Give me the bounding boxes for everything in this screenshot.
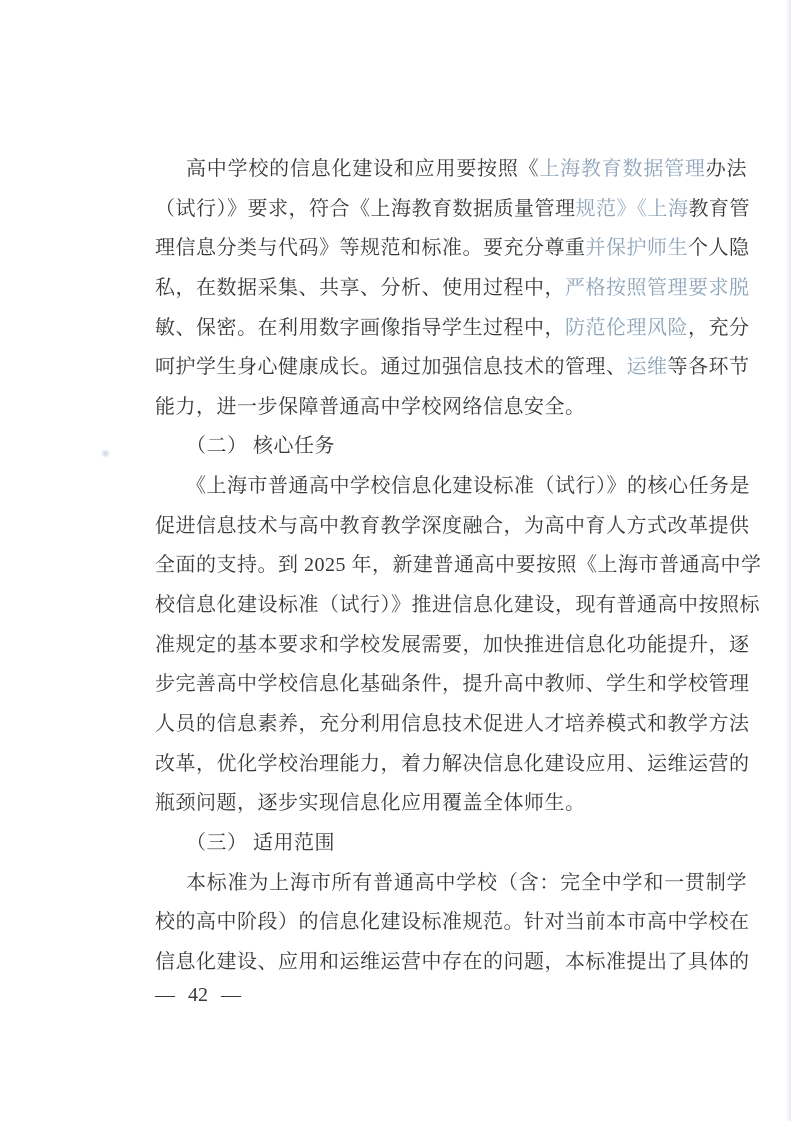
text-line [155, 586, 760, 626]
text-line [155, 784, 747, 824]
text-line [155, 229, 750, 269]
footer-dash-right: — [221, 984, 241, 1006]
text-line [155, 309, 750, 349]
text-line [155, 269, 750, 309]
text-line [155, 864, 747, 904]
text-segment: 私，在数据采集、共享、分析、使用过程中， [155, 276, 565, 299]
text-line [155, 190, 750, 230]
text-line [155, 705, 750, 745]
text-segment: 办法 [705, 158, 748, 180]
text-segment: 步完善高中学校信息化基础条件，提升高中教师、学生和学校管理 [155, 673, 750, 696]
text-line [155, 388, 747, 428]
text-segment: 理信息分类与代码》等规范和标准。要充分尊重 [155, 237, 586, 260]
text-line [155, 546, 762, 586]
text-line [155, 903, 750, 943]
section-heading [155, 427, 747, 467]
text-segment: 《上海市普通高中学校信息化建设标准（试行）》的核心任务是 [186, 475, 750, 498]
text-segment: 运维 [626, 356, 668, 379]
text-line [155, 507, 750, 547]
text-segment: 校的高中阶段）的信息化建设标准规范。针对当前本市高中学校在 [155, 911, 750, 934]
text-segment: 并保护师生 [585, 237, 688, 260]
text-line [155, 626, 750, 666]
text-line [155, 150, 747, 190]
text-segment: （二） 核心任务 [186, 435, 335, 458]
text-segment: 教育管 [688, 197, 750, 220]
text-segment: （三） 适用范围 [186, 831, 335, 854]
text-segment: 瓶颈问题，逐步实现信息化应用覆盖全体师生。 [155, 792, 586, 815]
text-segment: 改革，优化学校治理能力，着力解决信息化建设应用、运维运营的 [155, 752, 750, 775]
text-line [155, 665, 750, 705]
text-segment: 敏、保密。在利用数字画像指导学生过程中， [155, 316, 565, 339]
text-segment: 上海教育数据管理 [539, 158, 706, 180]
text-segment: 呵护学生身心健康成长。通过加强信息技术的管理、 [155, 356, 627, 379]
text-segment: 个人隐 [688, 237, 750, 260]
text-segment: ，充分 [688, 316, 750, 339]
text-segment: 准规定的基本要求和学校发展需要，加快推进信息化功能提升，逐 [155, 633, 750, 656]
text-segment: 高中学校的信息化建设和应用要按照《 [186, 158, 540, 180]
text-segment: 防范伦理风险 [565, 316, 688, 339]
text-line [155, 745, 750, 785]
text-segment: 信息化建设、应用和运维运营中存在的问题，本标准提出了具体的 [155, 950, 750, 973]
section-heading [155, 824, 747, 864]
text-segment: 全面的支持。到 2025 年，新建普通高中要按照《上海市普通高中学 [155, 554, 762, 577]
page-footer [155, 984, 241, 1007]
text-line [155, 943, 750, 983]
text-segment: 规范》《上海 [575, 197, 689, 220]
page-number: 42 [188, 984, 208, 1006]
text-segment: 本标准为上海市所有普通高中学校（含：完全中学和一贯制学 [186, 871, 747, 894]
scan-smudge-mark [101, 449, 110, 458]
document-body [155, 150, 762, 982]
text-segment: 促进信息技术与高中教育教学深度融合，为高中育人方式改革提供 [155, 514, 750, 537]
text-segment: 人员的信息素养，充分利用信息技术促进人才培养模式和教学方法 [155, 712, 750, 735]
text-segment: 严格按照管理要求脱 [565, 276, 750, 299]
scan-edge-shadow [786, 0, 791, 1121]
text-segment: 能力，进一步保障普通高中学校网络信息安全。 [155, 395, 586, 418]
text-line [155, 348, 750, 388]
footer-dash-left: — [155, 984, 175, 1006]
text-line [155, 467, 750, 507]
text-segment: 校信息化建设标准（试行）》推进信息化建设，现有普通高中按照标 [155, 594, 760, 617]
text-segment: 等各环节 [667, 356, 750, 379]
text-segment: （试行）》要求，符合《上海教育数据质量管理 [155, 197, 576, 220]
